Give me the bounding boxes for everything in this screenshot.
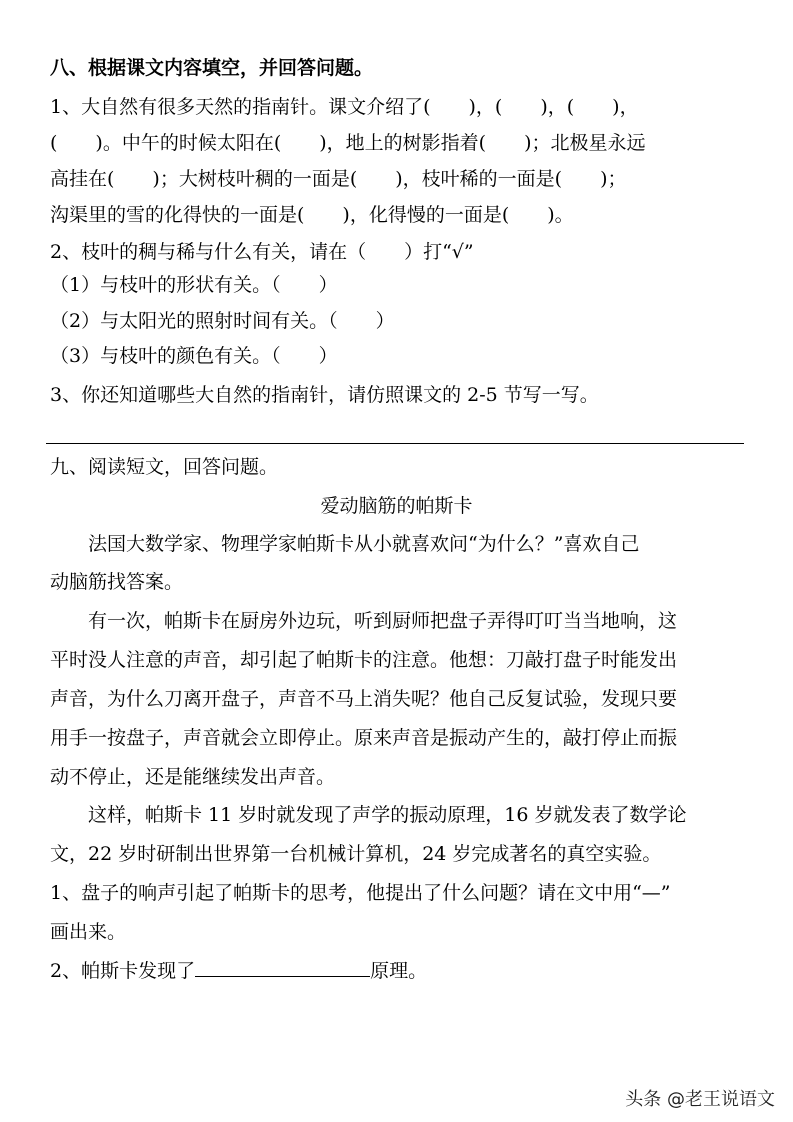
passage-line-3: 有一次，帕斯卡在厨房外边玩，听到厨师把盘子弄得叮叮当当地响，这	[50, 610, 678, 632]
passage-line-5: 声音，为什么刀离开盘子，声音不马上消失呢？他自己反复试验，发现只要	[50, 688, 678, 710]
passage-line-2: 动脑筋找答案。	[50, 571, 184, 593]
section9-q1-line-1: 1、盘子的响声引起了帕斯卡的思考，他提出了什么问题？请在文中用“—”	[50, 882, 671, 904]
section8-q1-line-1: 1、大自然有很多天然的指南针。课文介绍了( )，( )，( )，	[50, 96, 639, 118]
passage-line-6: 用手一按盘子，声音就会立即停止。原来声音是振动产生的，敲打停止而振	[50, 727, 678, 749]
passage-line-9: 文，22 岁时研制出世界第一台机械计算机，24 岁完成著名的真空实验。	[50, 843, 662, 865]
section9-q2	[50, 958, 427, 983]
answer-blank[interactable]	[195, 958, 370, 977]
section9-q1-line-2: 画出来。	[50, 921, 127, 943]
passage-line-8: 这样，帕斯卡 11 岁时就发现了声学的振动原理，16 岁就发表了数学论	[50, 804, 687, 826]
passage-title: 爱动脑筋的帕斯卡	[320, 495, 473, 517]
section8-q2-option-3: （3）与枝叶的颜色有关。（ ）	[50, 345, 338, 367]
section8-q2-option-2: （2）与太阳光的照射时间有关。（ ）	[50, 310, 395, 332]
section8-q1-line-3: 高挂在( )；大树枝叶稠的一面是( )，枝叶稀的一面是( )；	[50, 168, 627, 190]
passage-line-1: 法国大数学家、物理学家帕斯卡从小就喜欢问“为什么？”喜欢自己	[50, 533, 640, 555]
section8-q2: 2、枝叶的稠与稀与什么有关，请在（ ）打“√”	[50, 241, 474, 263]
section8-q3: 3、你还知道哪些大自然的指南针，请仿照课文的 2-5 节写一写。	[50, 384, 599, 406]
section8-q2-option-1: （1）与枝叶的形状有关。（ ）	[50, 274, 338, 296]
passage-line-7: 动不停止，还是能继续发出声音。	[50, 766, 336, 788]
watermark: 头条 @老王说语文	[625, 1089, 775, 1110]
section8-heading: 八、根据课文内容填空，并回答问题。	[50, 57, 374, 79]
section9-heading: 九、阅读短文，回答问题。	[50, 456, 279, 478]
section9-q2-suffix: 原理。	[370, 960, 428, 982]
section-divider	[46, 443, 744, 444]
passage-line-4: 平时没人注意的声音，却引起了帕斯卡的注意。他想：刀敲打盘子时能发出	[50, 649, 678, 671]
section8-q1-line-2: ( )。中午的时候太阳在( )，地上的树影指着( )；北极星永远	[50, 132, 646, 154]
section9-q2-prefix: 2、帕斯卡发现了	[50, 960, 196, 982]
section8-q1-line-4: 沟渠里的雪的化得快的一面是( )，化得慢的一面是( )。	[50, 204, 574, 226]
